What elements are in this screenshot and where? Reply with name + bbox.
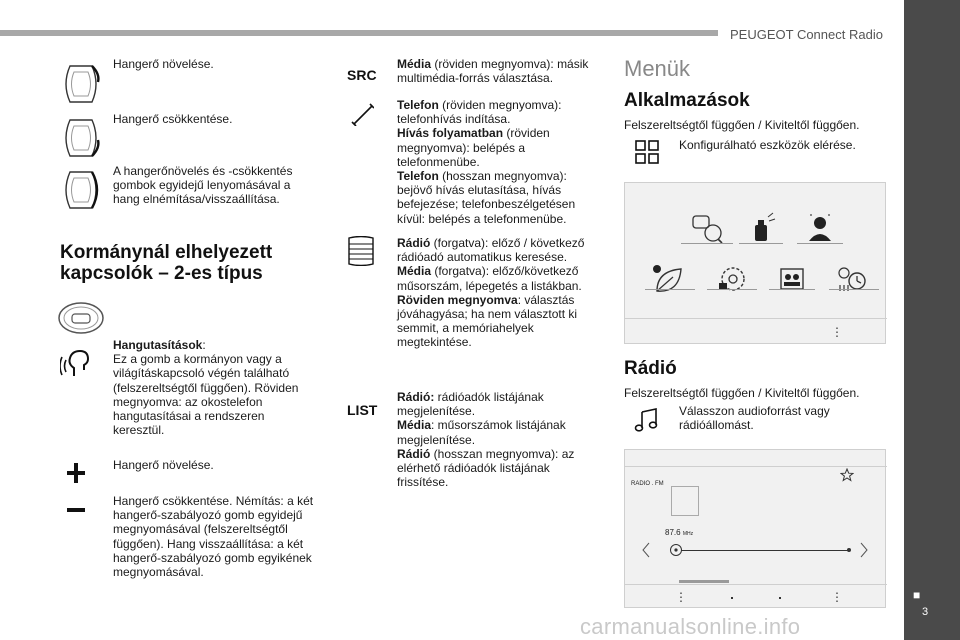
section-title-line2: kapcsolók – 2-es típus bbox=[60, 263, 263, 284]
page-number: 3 bbox=[922, 606, 929, 618]
wheel-body2: (forgatva): előző/következő műsorszám, lépegetés a listákban. bbox=[397, 264, 582, 293]
radio-screen-divider bbox=[625, 466, 887, 467]
apps-subtitle: Felszereltségtől függően / Kiviteltől függően. bbox=[624, 118, 860, 132]
radio-menu-button[interactable]: ⋮ bbox=[675, 590, 687, 604]
mute-switch-icon bbox=[56, 168, 104, 212]
phone-text bbox=[397, 98, 592, 226]
list-bold1: Rádió: bbox=[397, 390, 435, 404]
tel-body2: (röviden megnyomva): belépés a telefonmenübe. bbox=[397, 126, 550, 169]
list-label: LIST bbox=[347, 402, 378, 418]
app-underline bbox=[645, 289, 695, 290]
src-body: (röviden megnyomva): másik multimédia-forrás választása. bbox=[397, 57, 589, 86]
vol-up2-text: Hangerő növelése. bbox=[113, 458, 214, 472]
app-underline bbox=[681, 243, 733, 244]
menu-title: Menük bbox=[624, 56, 691, 81]
wheel-body1: (forgatva): előző / következő rádióadó automatikus keresése. bbox=[397, 236, 585, 265]
chevron-left-icon[interactable] bbox=[641, 542, 651, 558]
volume-up-switch-icon bbox=[56, 62, 104, 106]
wheel-text bbox=[397, 236, 592, 350]
chevron-right-icon[interactable] bbox=[859, 542, 869, 558]
list-bold3: Rádió bbox=[397, 446, 431, 461]
voice-text bbox=[113, 338, 318, 437]
frequency-readout bbox=[665, 528, 693, 537]
tuning-slider-knob[interactable] bbox=[669, 543, 683, 557]
scroll-wheel-icon bbox=[345, 236, 377, 266]
radio-title: Rádió bbox=[624, 358, 677, 379]
app-underline bbox=[739, 243, 783, 244]
wheel-bold3: Röviden megnyomva bbox=[397, 292, 518, 307]
src-bold: Média bbox=[397, 57, 432, 71]
driver-profile-icon[interactable] bbox=[795, 209, 845, 245]
voice-title: Hangutasítások bbox=[113, 338, 203, 352]
list-text bbox=[397, 390, 592, 489]
radio-band-label: RADIO . FM bbox=[631, 481, 664, 487]
climate-timer-icon[interactable] bbox=[827, 261, 877, 297]
list-body1: rádióadók listájának megjelenítése. bbox=[397, 390, 544, 419]
star-favorite-icon[interactable] bbox=[840, 468, 854, 482]
tel-bold1: Telefon bbox=[397, 98, 439, 112]
plus-icon bbox=[66, 462, 86, 484]
minus-icon bbox=[66, 506, 86, 514]
tuning-slider-track[interactable] bbox=[673, 550, 849, 551]
apps-grid-icon bbox=[634, 139, 660, 165]
apps-screen-divider bbox=[625, 318, 887, 319]
tab-indicator bbox=[679, 580, 729, 583]
tel-bold2: Hívás folyamatban bbox=[397, 126, 504, 141]
tel-bold3: Telefon bbox=[397, 169, 439, 184]
voice-body: Ez a gomb a kormányon vagy a világításkapcsoló végén található (felszereltségtől függően). Röviden megnyomva: az okostelefon hangutasításai a rendszeren keresztül. bbox=[113, 352, 299, 438]
apps-more-menu[interactable]: ⋮ bbox=[831, 325, 843, 339]
radio-screen bbox=[624, 449, 886, 608]
radio-subtitle: Felszereltségtől függően / Kiviteltől függően. bbox=[624, 386, 860, 400]
frequency-value: 87.6 bbox=[665, 528, 681, 537]
steering-wheel-icon bbox=[56, 300, 106, 336]
mute-text: A hangerőnövelés és -csökkentés gombok egyidejű lenyomásával a hang elnémítása/visszaállítása. bbox=[113, 164, 293, 207]
vol-up-text: Hangerő növelése. bbox=[113, 57, 214, 71]
voice-command-icon bbox=[60, 346, 98, 380]
radio-screen-divider bbox=[625, 584, 887, 585]
src-text bbox=[397, 57, 597, 85]
eco-leaf-icon[interactable] bbox=[643, 261, 693, 297]
station-artwork bbox=[671, 486, 699, 516]
sidebar-mark: ■ bbox=[913, 588, 921, 602]
vehicle-settings-icon[interactable] bbox=[707, 261, 757, 297]
vol-down2-text: Hangerő csökkentése. Némítás: a két hangerő-szabályozó gomb egyidejű megnyomásával (felszereltségtől függően). Hang visszaállítása: a két hangerő-szabályozó gomb egyikének megnyomásával. bbox=[113, 494, 314, 580]
page-dot bbox=[779, 597, 781, 599]
header-title: PEUGEOT Connect Radio bbox=[730, 27, 883, 42]
sidebar bbox=[904, 0, 960, 640]
volume-down-switch-icon bbox=[56, 116, 104, 160]
vol-down-text: Hangerő csökkentése. bbox=[113, 112, 233, 126]
phone-icon bbox=[350, 102, 374, 126]
app-underline bbox=[797, 243, 843, 244]
wheel-bold1: Rádió bbox=[397, 236, 431, 250]
slider-end-dot bbox=[847, 548, 851, 552]
page-dot bbox=[731, 597, 733, 599]
section-title-line1: Kormánynál elhelyezett bbox=[60, 242, 273, 263]
radio-desc: Válasszon audioforrást vagy rádióállomást. bbox=[679, 404, 830, 433]
voice-colon: : bbox=[202, 338, 206, 352]
apps-screen bbox=[624, 182, 886, 344]
app-underline bbox=[707, 289, 757, 290]
app-underline bbox=[769, 289, 815, 290]
apps-title: Alkalmazások bbox=[624, 90, 750, 111]
wheel-body3: : választás jóváhagyása; ha nem választott ki semmit, a memóriahelyek megtekintése. bbox=[397, 292, 578, 350]
tel-body3: (hosszan megnyomva): bejövő hívás elutasítása, hívás befejezése; telefonbeszélgetésen kívül: belépés a telefonmenübe. bbox=[397, 169, 576, 226]
list-body2: : műsorszámok listájának megjelenítése. bbox=[397, 418, 566, 447]
contacts-card-icon[interactable] bbox=[767, 261, 817, 297]
watermark: carmanualsonline.info bbox=[580, 614, 801, 639]
music-note-icon bbox=[634, 406, 660, 432]
list-body3: (hosszan megnyomva): az elérhető rádióadók listájának frissítése. bbox=[397, 446, 575, 490]
frequency-unit: MHz bbox=[682, 531, 694, 537]
app-underline bbox=[829, 289, 879, 290]
wheel-bold2: Média bbox=[397, 264, 432, 279]
list-bold2: Média bbox=[397, 418, 432, 433]
radio-more-menu[interactable]: ⋮ bbox=[831, 590, 843, 604]
connected-nav-chat-icon[interactable] bbox=[681, 211, 731, 247]
hand-spray-icon[interactable] bbox=[737, 209, 787, 245]
tel-body1: (röviden megnyomva): telefonhívás indítása. bbox=[397, 98, 562, 127]
top-rule bbox=[0, 30, 718, 36]
apps-desc: Konfigurálható eszközök elérése. bbox=[679, 138, 856, 152]
src-label: SRC bbox=[347, 67, 377, 83]
